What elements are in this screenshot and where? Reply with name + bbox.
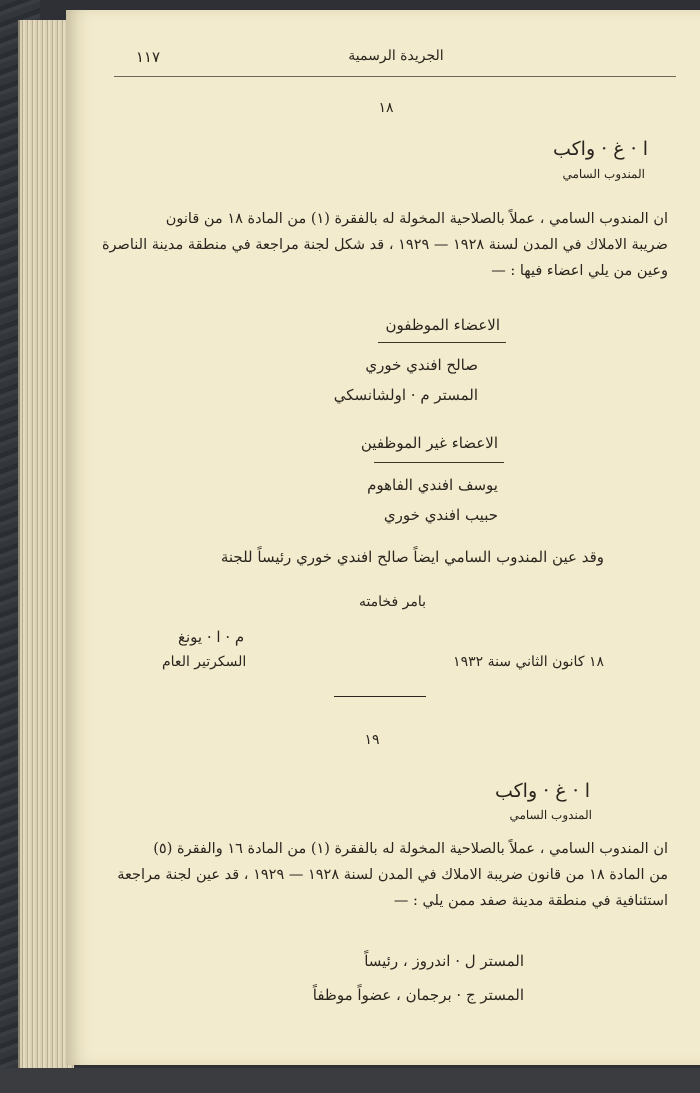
unofficial-member: يوسف افندي الفاهوم (367, 476, 498, 494)
official-member: صالح افندي خوري (365, 356, 478, 374)
notice-19-number: ١٩ (364, 732, 380, 748)
notice-19-body (103, 836, 668, 914)
document-page (66, 10, 700, 1065)
header-title: الجريدة الرسمية (348, 48, 444, 64)
notice-18-signature-title: المندوب السامي (562, 167, 645, 181)
notice-19-signature-title: المندوب السامي (509, 808, 592, 822)
notice-18-body-line: وعين من يلي اعضاء فيها : — (491, 263, 668, 279)
official-members-underline (378, 342, 506, 343)
notice-18-body (103, 206, 668, 284)
official-members-heading: الاعضاء الموظفون (385, 316, 500, 334)
appeal-member: المستر ل · اندروز ، رئيساً (364, 952, 524, 970)
notice-19-signature: ا · غ · واكب (494, 780, 590, 802)
by-order: بامر فخامته (358, 594, 426, 610)
chairman-line: وقد عين المندوب السامي ايضاً صالح افندي خوري رئيساً للجنة (220, 548, 604, 566)
secretary-title: السكرتير العام (162, 654, 247, 670)
notice-date: ١٨ كانون الثاني سنة ١٩٣٢ (453, 654, 604, 670)
appeal-member: المستر ج · برجمان ، عضواً موظفاً (312, 986, 524, 1004)
section-divider (334, 696, 426, 697)
header-rule (114, 76, 676, 77)
notice-18-number: ١٨ (378, 100, 394, 116)
notice-18-body-line: ضريبة الاملاك في المدن لسنة ١٩٢٨ — ١٩٢٩ ، قد شكل لجنة مراجعة في منطقة مدينة الناصرة (101, 237, 668, 253)
notice-18-body-line: ان المندوب السامي ، عملاً بالصلاحية المخولة له بالفقرة (١) من المادة ١٨ من قانون (165, 211, 668, 227)
notice-19-body-line: استئنافية في منطقة مدينة صفد ممن يلي : — (393, 893, 668, 909)
unofficial-member: حبيب افندي خوري (383, 506, 498, 524)
unofficial-members-underline (374, 462, 504, 463)
notice-19-body-line: ان المندوب السامي ، عملاً بالصلاحية المخولة له بالفقرة (١) من المادة ١٦ والفقرة (٥) (153, 841, 668, 857)
notice-18-signature: ا · غ · واكب (552, 138, 648, 160)
page-number: ١١٧ (135, 48, 160, 66)
unofficial-members-heading: الاعضاء غير الموظفين (360, 434, 498, 452)
secretary-name: م · ا · يونغ (178, 628, 245, 646)
official-member: المستر م · اولشانسكي (333, 386, 478, 404)
bottom-shadow (0, 1068, 700, 1093)
notice-19-body-line: من المادة ١٨ من قانون ضريبة الاملاك في المدن لسنة ١٩٢٨ — ١٩٢٩ ، قد عين لجنة مراجعة (117, 867, 668, 883)
